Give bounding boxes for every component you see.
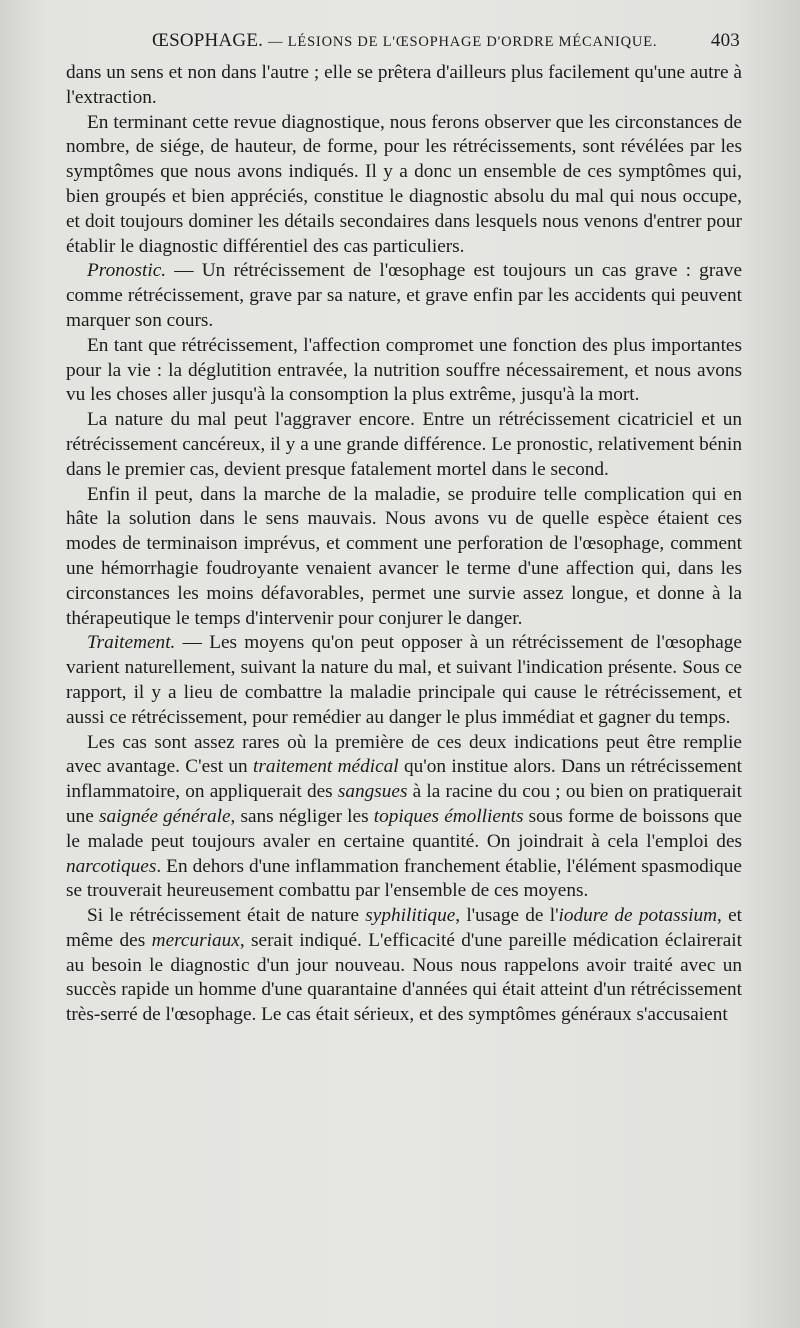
text-run: Si le rétrécissement était de nature	[87, 905, 366, 927]
header-title: ŒSOPHAGE.	[152, 30, 264, 51]
paragraph	[66, 904, 742, 1028]
text-run: La nature du mal peut l'aggraver encore. Entre un rétrécissement cicatriciel et un rétrécissement cancéreux, il y a une grande différence. Le pronostic, relativement bénin dans le premier cas, devient presque fatalement mortel dans le second.	[66, 409, 742, 480]
paragraph	[66, 334, 742, 408]
italic-term: syphilitique	[365, 905, 456, 927]
text-run: sous forme de boissons que le malade peut toujours avaler en certaine quantité. On joindrait à cela l'emploi des	[66, 805, 742, 852]
text-run: — Un rétrécissement de l'œsophage est toujours un cas grave : grave comme rétrécissement, grave par sa nature, et grave enfin par les accidents qui peuvent marquer son cours.	[66, 260, 742, 331]
text-run: . En dehors d'une inflammation franchement établie, l'élément spasmodique se trouverait heureusement combattu par l'ensemble de ces moyens.	[66, 855, 742, 902]
paragraph	[66, 483, 742, 632]
text-run: , l'usage de l'	[455, 905, 559, 927]
text-run: Les cas sont assez rares où la première de ces deux indications peut être remplie avec avantage. C'est un	[66, 731, 742, 778]
italic-term: sangsues	[337, 781, 408, 803]
running-header	[66, 28, 740, 56]
italic-term: topiques émollients	[373, 805, 524, 827]
text-run: , et même des	[66, 905, 743, 951]
text-run: — Les moyens qu'on peut opposer à un rétrécissement de l'œsophage varient naturellement, suivant la nature du mal, et suivant l'indication présente. Sous ce rapport, il y a lieu de combattre la maladie principale qui cause le rétrécissement, et aussi ce rétrécissement, pour remédier au danger le plus immédiat et gagner du temps.	[66, 632, 742, 728]
header-subtitle: — LÉSIONS DE L'ŒSOPHAGE D'ORDRE MÉCANIQUE.	[268, 34, 658, 50]
italic-term: mercuriaux	[151, 929, 240, 951]
text-run: En terminant cette revue diagnostique, nous ferons observer que les circonstances de nombre, de siége, de hauteur, de forme, pour les rétrécissements, sont révélées par les symptômes que nous avons indiqués. Il y a donc un ensemble de ces symptômes qui, bien groupés et bien appréciés, constitue le diagnostic absolu du mal qui nous occupe, et doit toujours dominer les détails secondaires dans lesquels nous venons d'entrer pour établir le diagnostic différentiel des cas particuliers.	[66, 111, 742, 257]
paragraph	[66, 408, 742, 482]
text-run: à la racine du cou ; ou bien on pratiquerait une	[66, 781, 743, 827]
text-run: , sans négliger les	[230, 805, 374, 827]
paragraph	[66, 731, 742, 905]
header-title-group	[152, 30, 657, 52]
italic-term: Traitement.	[87, 632, 176, 654]
text-run: dans un sens et non dans l'autre ; elle se prêtera d'ailleurs plus facilement qu'une autre à l'extraction.	[66, 62, 742, 108]
paragraph	[66, 61, 742, 111]
paragraph	[66, 259, 742, 333]
paragraph	[66, 631, 742, 730]
text-run: qu'on institue alors. Dans un rétrécissement inflammatoire, on appliquerait des	[66, 756, 742, 803]
body-text	[66, 61, 742, 1028]
text-run: Enfin il peut, dans la marche de la maladie, se produire telle complication qui en hâte la solution dans le sens mauvais. Nous avons vu de quelle espèce étaient ces modes de terminaison imprévus, et comment une perforation de l'œsophage, comment une hémorrhagie foudroyante venaient avancer le terme d'une affection qui, dans les circonstances les moins défavorables, permet une survie assez longue, et donne à la thérapeutique le temps d'intervenir pour conjurer le danger.	[66, 483, 742, 629]
italic-term: Pronostic.	[87, 260, 167, 282]
text-run: En tant que rétrécissement, l'affection compromet une fonction des plus importantes pour la vie : la déglutition entravée, la nutrition souffre nécessairement, et nous avons vu les choses aller jusqu'à la consomption la plus extrême, jusqu'à la mort.	[66, 334, 742, 406]
italic-term: saignée générale	[99, 805, 231, 827]
italic-term: traitement médical	[253, 756, 399, 778]
paragraph	[66, 111, 742, 260]
italic-term: iodure de potassium	[558, 905, 718, 927]
italic-term: narcotiques	[66, 855, 157, 877]
page-number: 403	[710, 30, 740, 51]
text-run: , serait indiqué. L'efficacité d'une pareille médication éclairerait au besoin le diagnostic d'un jour nouveau. Nous nous rappelons avoir traité avec un succès rapide un homme d'une quarantaine d'années qui était atteint d'un rétrécissement très-serré de l'œsophage. Le cas était sérieux, et des symptômes généraux s'accusaient	[66, 929, 742, 1026]
